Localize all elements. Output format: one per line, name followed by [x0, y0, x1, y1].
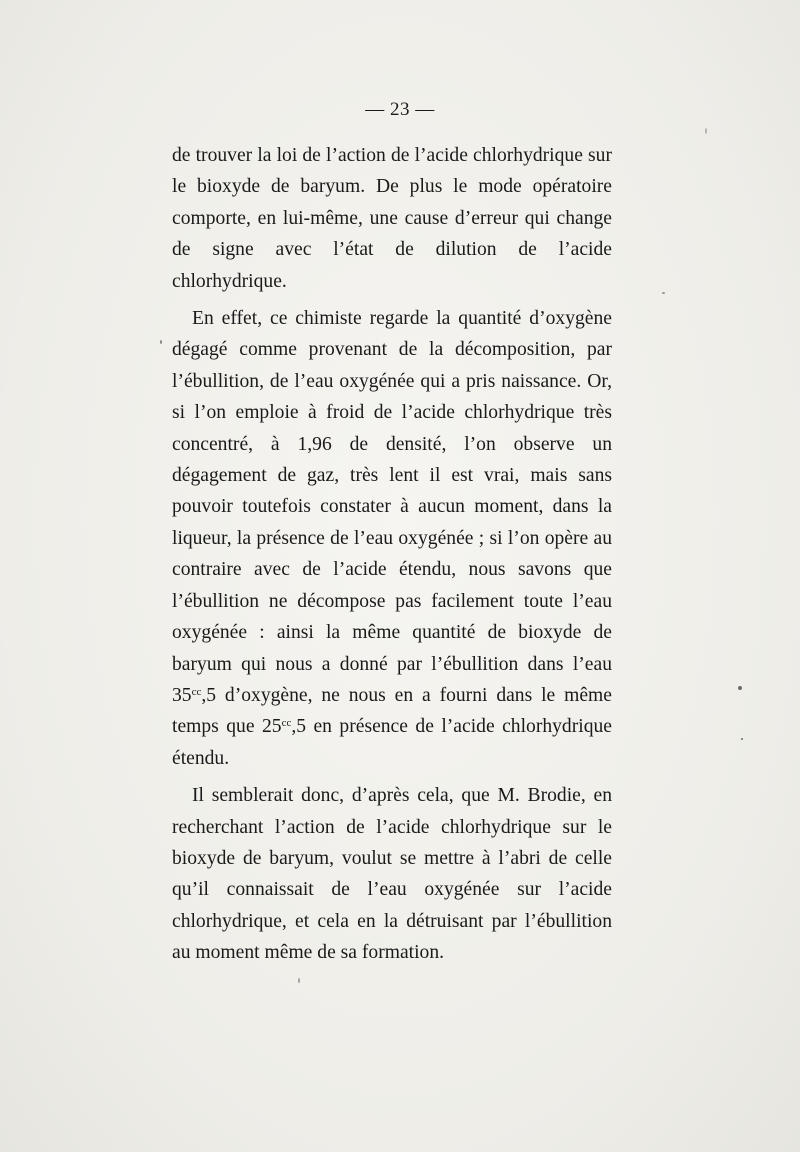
- paragraph-2-part-1: En effet, ce chimiste regarde la quantité d’oxygène dégagé comme provenant de la décomposition, par l’ébullition, de l’eau oxygénée qui a pris naissance. Or, si l’on emploie à froid de l’acide chlorhydrique très concentré, à 1,96 de densité, l’on observe un dégagement de gaz, très lent il est vrai, mais sans pouvoir toutefois constater à aucun moment, dans la liqueur, la présence de l’eau oxygénée ; si l’on opère au contraire avec de l’acide étendu, nous savons que l’ébullition ne décompose pas facilement toute l’eau oxygénée : ainsi la même quantité de bioxyde de baryum qui nous a donné par l’ébullition dans l’eau 35: [172, 308, 612, 706]
- body-text: [172, 140, 612, 975]
- paragraph-2: [172, 303, 612, 774]
- paper-speck: [298, 978, 300, 983]
- page-number: — 23 —: [365, 99, 435, 120]
- paragraph-2-part-2: ,5 d’oxygène, ne nous en a fourni dans le même temps que 25: [172, 684, 612, 738]
- paper-speck: [741, 738, 743, 740]
- unit-cc-superscript: cc: [191, 685, 202, 698]
- paragraph-2-part-3: ,5 en présence de l’acide chlorhydrique étendu.: [172, 716, 612, 769]
- paragraph-1: de trouver la loi de l’action de l’acide chlorhydrique sur le bioxyde de baryum. De plus le mode opératoire comporte, en lui-même, une cause d’erreur qui change de signe avec l’état de dilution de l’acide chlorhydrique.: [172, 145, 612, 292]
- paper-speck: [662, 292, 665, 294]
- paragraph-3: Il semblerait donc, d’après cela, que M. Brodie, en recherchant l’action de l’acide chlorhydrique sur le bioxyde de baryum, voulut se mettre à l’abri de celle qu’il connaissait de l’eau oxygénée sur l’acide chlorhydrique, et cela en la détruisant par l’ébullition au moment même de sa formation.: [172, 785, 612, 964]
- paper-speck: [738, 686, 742, 690]
- unit-cc-superscript: cc: [281, 717, 292, 730]
- paper-speck: [160, 340, 162, 344]
- paper-speck: [705, 128, 707, 134]
